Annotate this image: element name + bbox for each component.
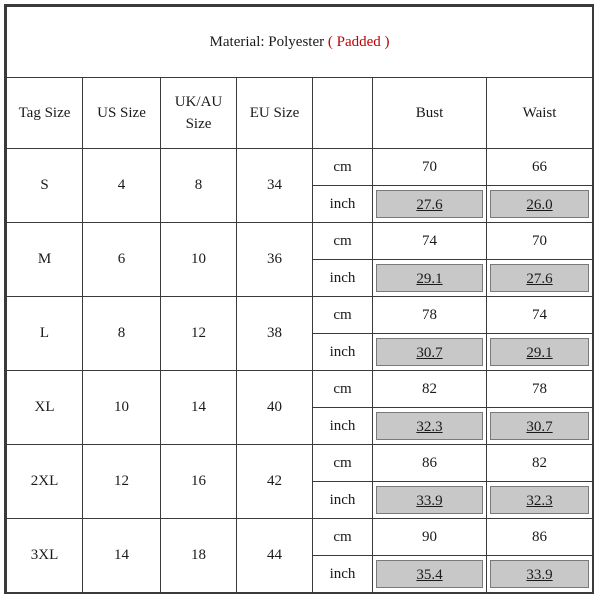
- unit-cm-label: cm: [313, 445, 373, 482]
- bust-inch-value: 33.9: [376, 486, 483, 514]
- us-size-cell: 4: [83, 149, 161, 223]
- bust-cm-cell: 86: [373, 445, 487, 482]
- bust-inch-cell: [373, 556, 487, 593]
- waist-cm-cell: 66: [487, 149, 593, 186]
- header-ukau-text: UK/AU Size: [174, 94, 223, 132]
- size-row-cm: [7, 371, 593, 408]
- eu-size-cell: 42: [237, 445, 313, 519]
- unit-inch-label: inch: [313, 482, 373, 519]
- waist-inch-cell: [487, 260, 593, 297]
- us-size-cell: 8: [83, 297, 161, 371]
- bust-inch-value: 30.7: [376, 338, 483, 366]
- bust-inch-value: 32.3: [376, 412, 483, 440]
- header-us-size: US Size: [83, 78, 161, 149]
- table-title: [7, 7, 593, 78]
- waist-inch-value: 33.9: [490, 560, 589, 588]
- eu-size-cell: 40: [237, 371, 313, 445]
- bust-inch-cell: [373, 408, 487, 445]
- waist-inch-value: 30.7: [490, 412, 589, 440]
- eu-size-cell: 34: [237, 149, 313, 223]
- bust-inch-value: 27.6: [376, 190, 483, 218]
- title-prefix: Material: Polyester: [209, 33, 325, 50]
- waist-inch-value: 32.3: [490, 486, 589, 514]
- header-bust: Bust: [373, 78, 487, 149]
- unit-cm-label: cm: [313, 223, 373, 260]
- waist-inch-cell: [487, 408, 593, 445]
- unit-cm-label: cm: [313, 371, 373, 408]
- bust-inch-cell: [373, 482, 487, 519]
- tag-size-cell: 2XL: [7, 445, 83, 519]
- bust-inch-cell: [373, 186, 487, 223]
- bust-cm-cell: 74: [373, 223, 487, 260]
- unit-cm-label: cm: [313, 149, 373, 186]
- header-eu-size: EU Size: [237, 78, 313, 149]
- ukau-size-cell: 14: [161, 371, 237, 445]
- eu-size-cell: 36: [237, 223, 313, 297]
- waist-cm-cell: 70: [487, 223, 593, 260]
- waist-inch-cell: [487, 334, 593, 371]
- ukau-size-cell: 8: [161, 149, 237, 223]
- size-table: [6, 6, 593, 593]
- us-size-cell: 12: [83, 445, 161, 519]
- title-accent: ( Padded ): [327, 33, 390, 50]
- unit-inch-label: inch: [313, 260, 373, 297]
- ukau-size-cell: 16: [161, 445, 237, 519]
- unit-inch-label: inch: [313, 408, 373, 445]
- waist-inch-cell: [487, 186, 593, 223]
- header-waist: Waist: [487, 78, 593, 149]
- size-row-cm: [7, 445, 593, 482]
- ukau-size-cell: 18: [161, 519, 237, 593]
- unit-cm-label: cm: [313, 519, 373, 556]
- bust-inch-value: 35.4: [376, 560, 483, 588]
- tag-size-cell: S: [7, 149, 83, 223]
- bust-cm-cell: 78: [373, 297, 487, 334]
- ukau-size-cell: 10: [161, 223, 237, 297]
- unit-inch-label: inch: [313, 334, 373, 371]
- header-row: [7, 78, 593, 149]
- unit-inch-label: inch: [313, 556, 373, 593]
- unit-inch-label: inch: [313, 186, 373, 223]
- size-row-cm: [7, 297, 593, 334]
- tag-size-cell: XL: [7, 371, 83, 445]
- bust-cm-cell: 82: [373, 371, 487, 408]
- bust-cm-cell: 70: [373, 149, 487, 186]
- waist-cm-cell: 86: [487, 519, 593, 556]
- waist-cm-cell: 82: [487, 445, 593, 482]
- waist-cm-cell: 74: [487, 297, 593, 334]
- bust-inch-cell: [373, 334, 487, 371]
- ukau-size-cell: 12: [161, 297, 237, 371]
- waist-inch-cell: [487, 482, 593, 519]
- size-row-cm: [7, 519, 593, 556]
- us-size-cell: 6: [83, 223, 161, 297]
- bust-cm-cell: 90: [373, 519, 487, 556]
- size-row-cm: [7, 149, 593, 186]
- waist-cm-cell: 78: [487, 371, 593, 408]
- waist-inch-cell: [487, 556, 593, 593]
- waist-inch-value: 27.6: [490, 264, 589, 292]
- us-size-cell: 10: [83, 371, 161, 445]
- size-chart: [4, 4, 594, 594]
- bust-inch-value: 29.1: [376, 264, 483, 292]
- header-tag-size: Tag Size: [7, 78, 83, 149]
- eu-size-cell: 44: [237, 519, 313, 593]
- us-size-cell: 14: [83, 519, 161, 593]
- tag-size-cell: 3XL: [7, 519, 83, 593]
- unit-cm-label: cm: [313, 297, 373, 334]
- waist-inch-value: 26.0: [490, 190, 589, 218]
- bust-inch-cell: [373, 260, 487, 297]
- eu-size-cell: 38: [237, 297, 313, 371]
- header-unit: [313, 78, 373, 149]
- waist-inch-value: 29.1: [490, 338, 589, 366]
- header-ukau-size: [161, 78, 237, 149]
- size-row-cm: [7, 223, 593, 260]
- tag-size-cell: L: [7, 297, 83, 371]
- tag-size-cell: M: [7, 223, 83, 297]
